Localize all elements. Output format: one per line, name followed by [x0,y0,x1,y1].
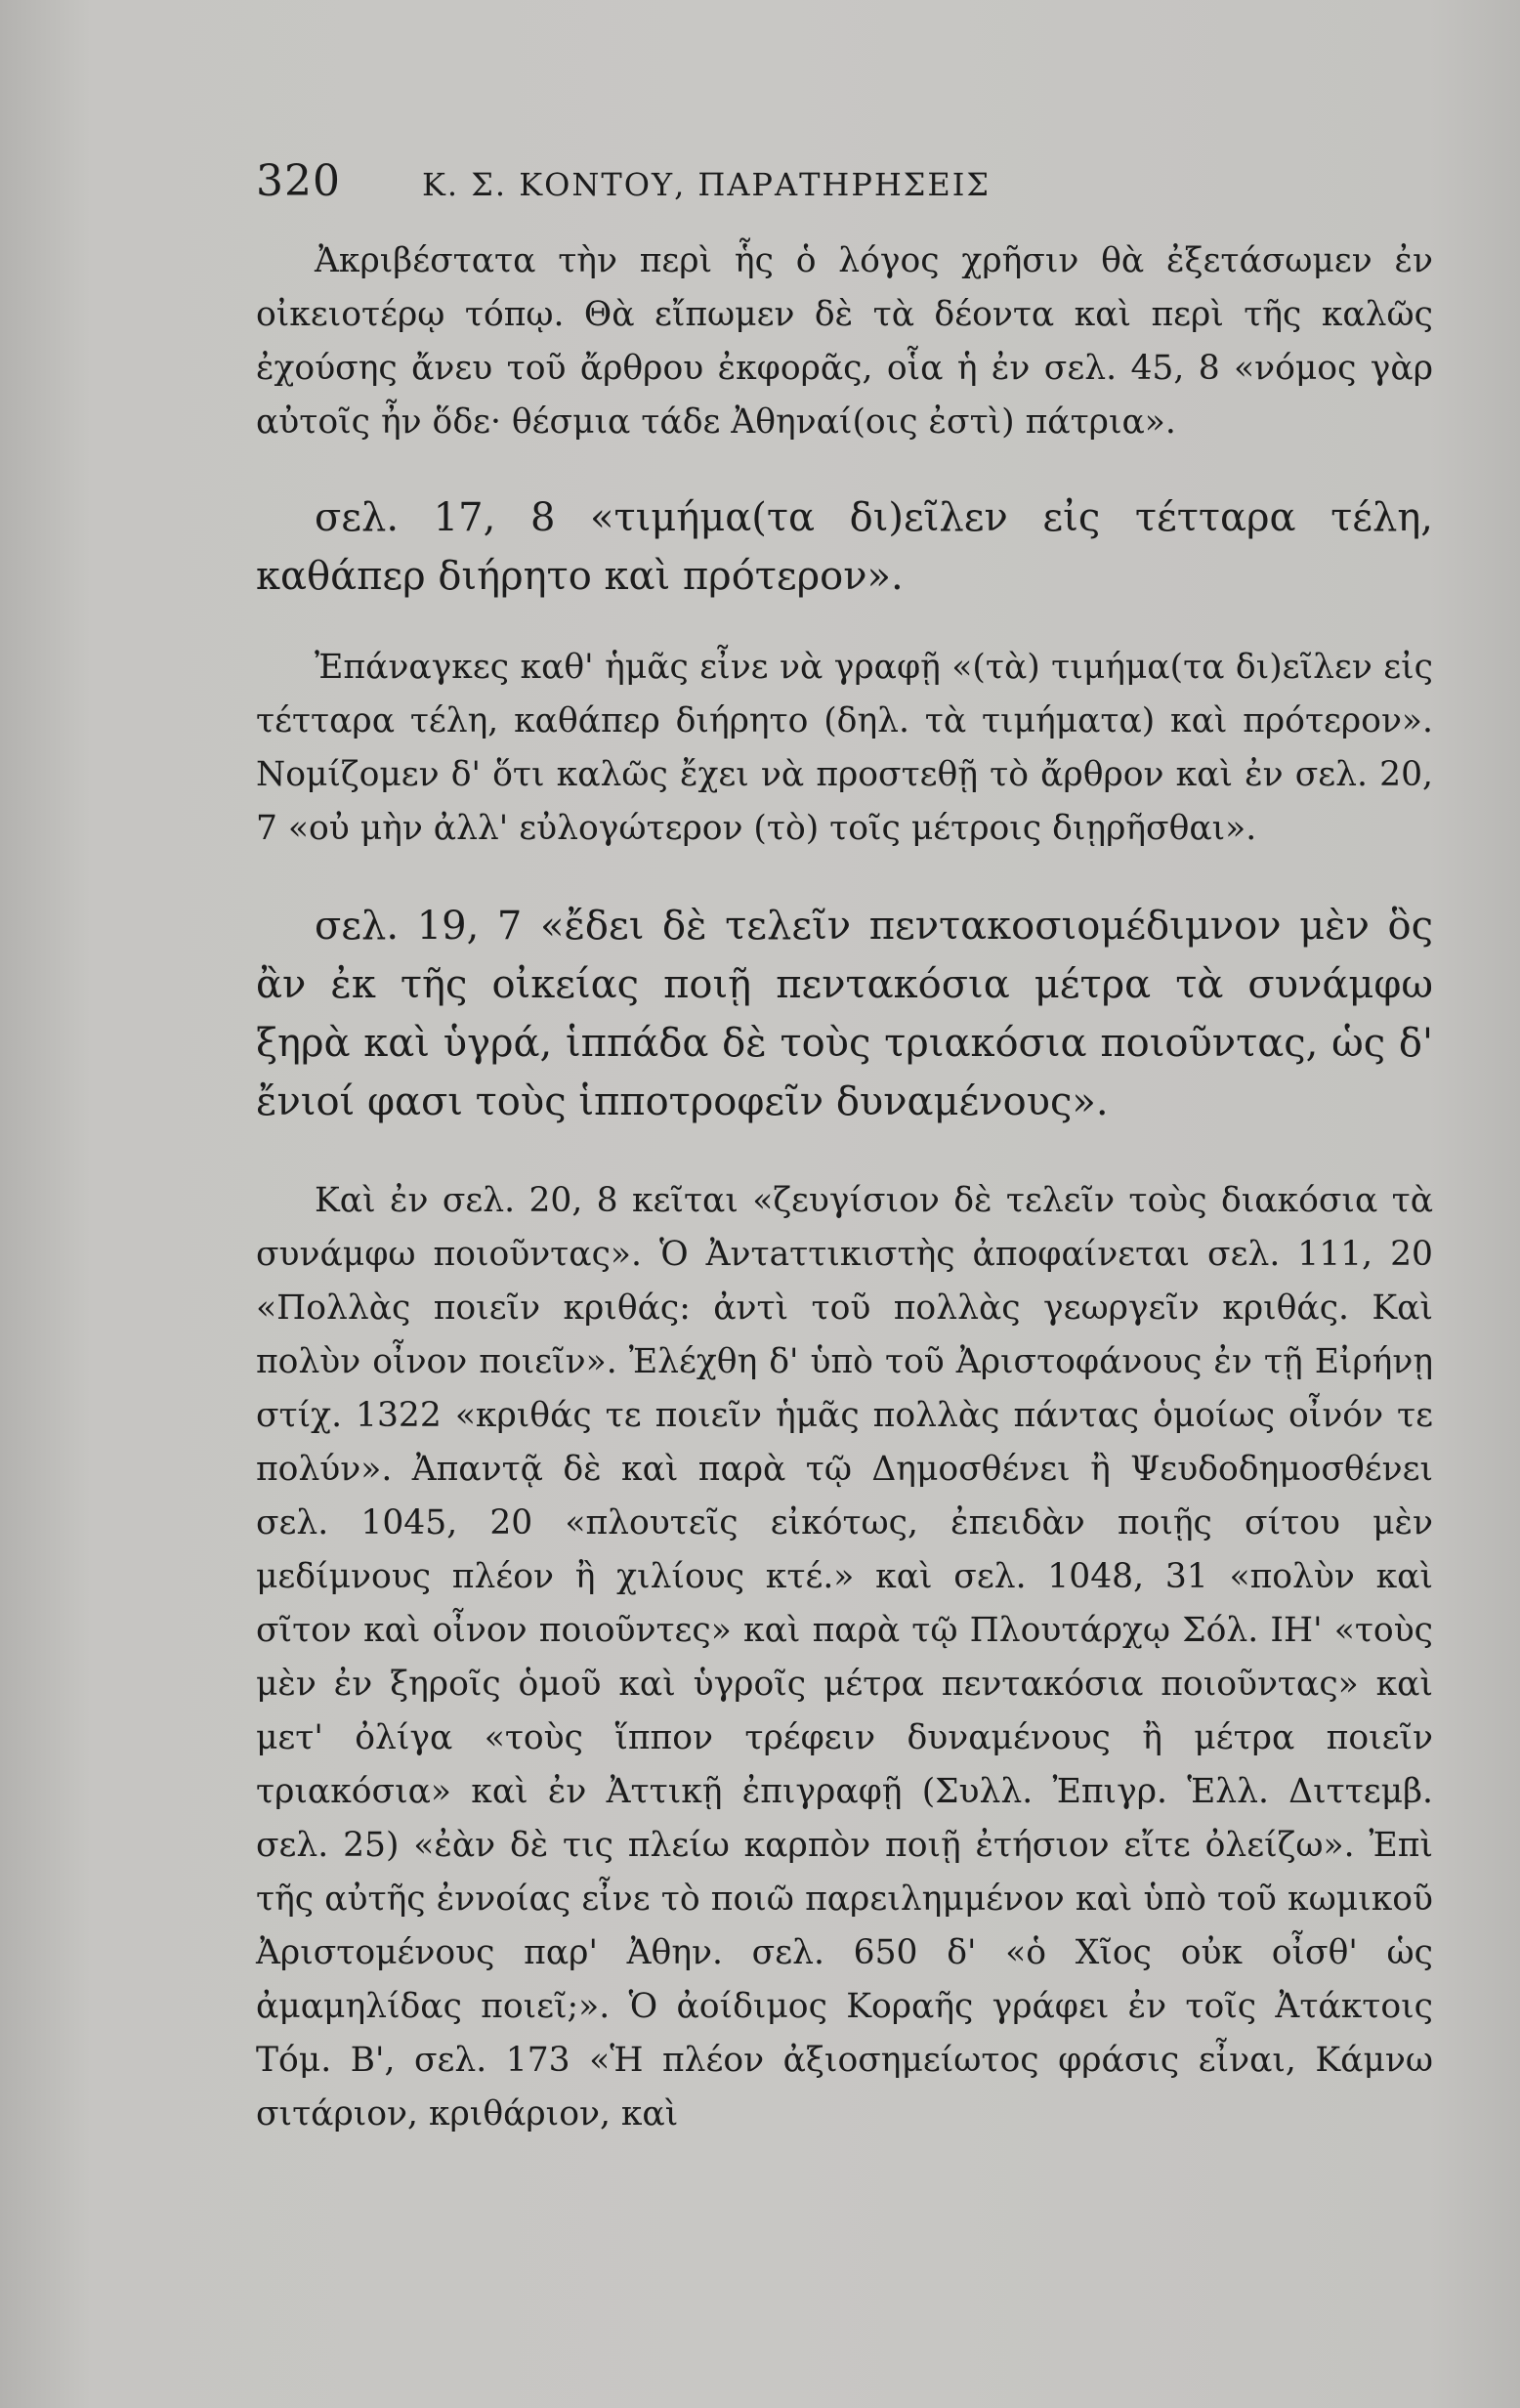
body-text [256,234,1433,2141]
page-number: 320 [256,156,341,206]
paragraph-4-quotation: σελ. 19, 7 «ἔδει δὲ τελεῖν πεντακοσιομέδιμνον μὲν ὃς ἂν ἐκ τῆς οἰκείας ποιῇ πεντακόσια μέτρα τὰ συνάμφω ξηρὰ καὶ ὑγρά, ἱππάδα δὲ τοὺς τριακόσια ποιοῦντας, ὡς δ' ἔνιοί φασι τοὺς ἱπποτροφεῖν δυναμένους». [256,904,1433,1124]
running-head: Κ. Σ. ΚΟΝΤΟΥ, ΠΑΡΑΤΗΡΗΣΕΙΣ [422,166,991,203]
paragraph-1: Ἀκριβέστατα τὴν περὶ ἧς ὁ λόγος χρῆσιν θὰ ἐξετάσωμεν ἐν οἰκειοτέρῳ τόπῳ. Θὰ εἴπωμεν δὲ τὰ δέοντα καὶ περὶ τῆς καλῶς ἐχούσης ἄνευ τοῦ ἄρθρου ἐκφορᾶς, οἷα ἡ ἐν σελ. 45, 8 «νόμος γὰρ αὐτοῖς ἦν ὅδε· θέσμια τάδε Ἀθηναί(οις ἐστὶ) πάτρια». [256,241,1433,442]
paragraph-2-quotation: σελ. 17, 8 «τιμήμα(τα δι)εῖλεν εἰς τέτταρα τέλη, καθάπερ διήρητο καὶ πρότερον». [256,495,1433,599]
paragraph-3: Ἐπάναγκες καθ' ἡμᾶς εἶνε νὰ γραφῇ «(τὰ) τιμήμα(τα δι)εῖλεν εἰς τέτταρα τέλη, καθάπερ διήρητο (δηλ. τὰ τιμήματα) καὶ πρότερον». Νομίζομεν δ' ὅτι καλῶς ἔχει νὰ προστεθῇ τὸ ἄρθρον καὶ ἐν σελ. 20, 7 «οὐ μὴν ἀλλ' εὐλογώτερον (τὸ) τοῖς μέτροις διῃρῆσθαι». [256,648,1433,848]
page-header [256,156,1233,225]
paragraph-5: Καὶ ἐν σελ. 20, 8 κεῖται «ζευγίσιον δὲ τελεῖν τοὺς διακόσια τὰ συνάμφω ποιοῦντας». Ὁ Ἀντaττικιστὴς ἀποφαίνεται σελ. 111, 20 «Πολλὰς ποιεῖν κριθάς: ἀντὶ τοῦ πολλὰς γεωργεῖν κριθάς. Καὶ πολὺν οἶνον ποιεῖν». Ἐλέχθη δ' ὑπὸ τοῦ Ἀριστοφάνους ἐν τῇ Εἰρήνῃ στίχ. 1322 «κριθάς τε ποιεῖν ἡμᾶς πολλὰς πάντας ὁμοίως οἶνόν τε πολύν». Ἀπαντᾷ δὲ καὶ παρὰ τῷ Δημοσθένει ἢ Ψευδοδημοσθένει σελ. 1045, 20 «πλουτεῖς εἰκότως, ἐπειδὰν ποιῇς σίτου μὲν μεδίμνους πλέον ἢ χιλίους κτέ.» καὶ σελ. 1048, 31 «πολὺν καὶ σῖτον καὶ οἶνον ποιοῦντες» καὶ παρὰ τῷ Πλουτάρχῳ Σόλ. ΙΗ' «τοὺς μὲν ἐν ξηροῖς ὁμοῦ καὶ ὑγροῖς μέτρα πεντακόσια ποιοῦντας» καὶ μετ' ὀλίγα «τοὺς ἵππον τρέφειν δυναμένους ἢ μέτρα ποιεῖν τριακόσια» καὶ ἐν Ἀττικῇ ἐπιγραφῇ (Συλλ. Ἐπιγρ. Ἑλλ. Διττεμβ. σελ. 25) «ἐὰν δὲ τις πλείω καρπὸν ποιῇ ἐτήσιον εἴτε ὀλείζω». Ἐπὶ τῆς αὐτῆς ἐννοίας εἶνε τὸ ποιῶ παρειλημμένον καὶ ὑπὸ τοῦ κωμικοῦ Ἀριστομένους παρ' Ἀθην. σελ. 650 δ' «ὁ Χῖος οὐκ οἶσθ' ὡς ἀμαμηλίδας ποιεῖ;». Ὁ ἀοίδιμος Κοραῆς γράφει ἐν τοῖς Ἀτάκτοις Τόμ. Β', σελ. 173 «Ἡ πλέον ἀξιοσημείωτος φράσις εἶναι, Κάμνω σιτάριον, κριθάριον, καὶ [256,1181,1433,2133]
